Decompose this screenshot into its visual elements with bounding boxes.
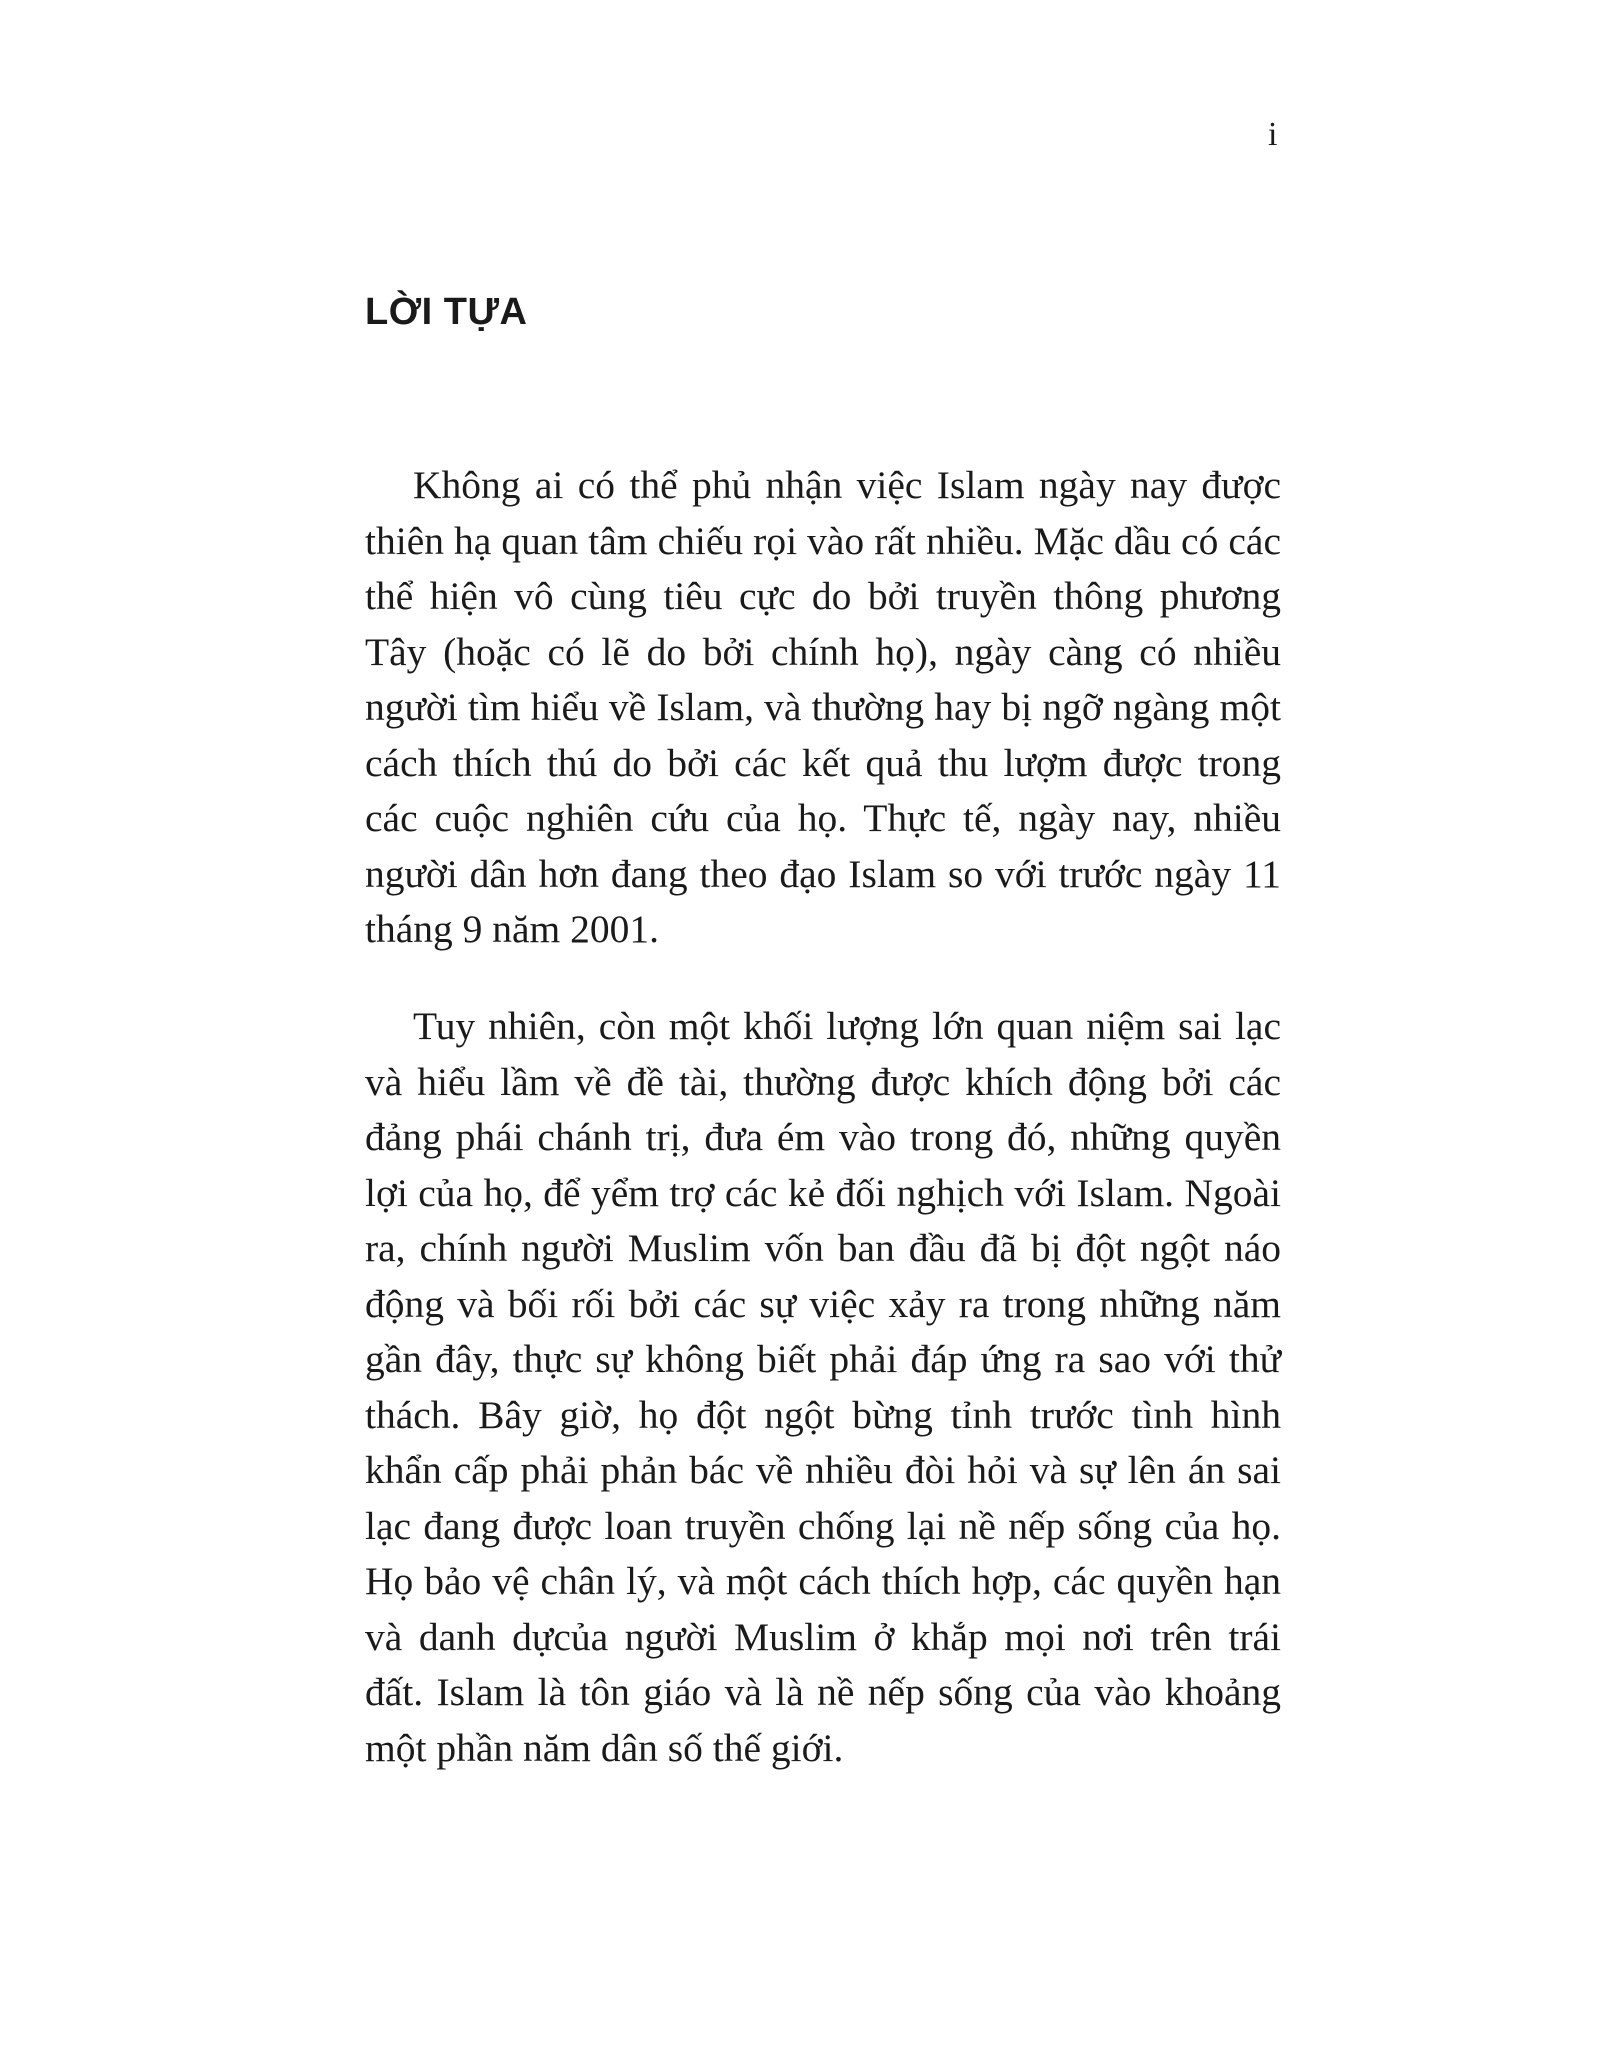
chapter-title: LỜI TỰA	[365, 291, 528, 333]
page-number: i	[1268, 116, 1278, 153]
paragraph-2: Tuy nhiên, còn một khối lượng lớn quan niệm sai lạc và hiểu lầm về đề tài, thường được khích động bởi các đảng phái chánh trị, đưa ém vào trong đó, những quyền lợi của họ, để yểm trợ các kẻ đối nghịch với Islam. Ngoài ra, chính người Muslim vốn ban đầu đã bị đột ngột náo động và bối rối bởi các sự việc xảy ra trong những năm gần đây, thực sự không biết phải đáp ứng ra sao với thử thách. Bây giờ, họ đột ngột bừng tỉnh trước tình hình khẩn cấp phải phản bác về nhiều đòi hỏi và sự lên án sai lạc đang được loan truyền chống lại nề nếp sống của họ. Họ bảo vệ chân lý, và một cách thích hợp, các quyền hạn và danh dựcủa người Muslim ở khắp mọi nơi trên trái đất. Islam là tôn giáo và là nề nếp sống của vào khoảng một phần năm dân số thế giới.	[365, 1004, 1281, 1770]
paragraph-1: Không ai có thể phủ nhận việc Islam ngày nay được thiên hạ quan tâm chiếu rọi vào rất nhiều. Mặc dầu có các thể hiện vô cùng tiêu cực do bởi truyền thông phương Tây (hoặc có lẽ do bởi chính họ), ngày càng có nhiều người tìm hiểu về Islam, và thường hay bị ngỡ ngàng một cách thích thú do bởi các kết quả thu lượm được trong các cuộc nghiên cứu của họ. Thực tế, ngày nay, nhiều người dân hơn đang theo đạo Islam so với trước ngày 11 tháng 9 năm 2001.	[365, 463, 1281, 951]
